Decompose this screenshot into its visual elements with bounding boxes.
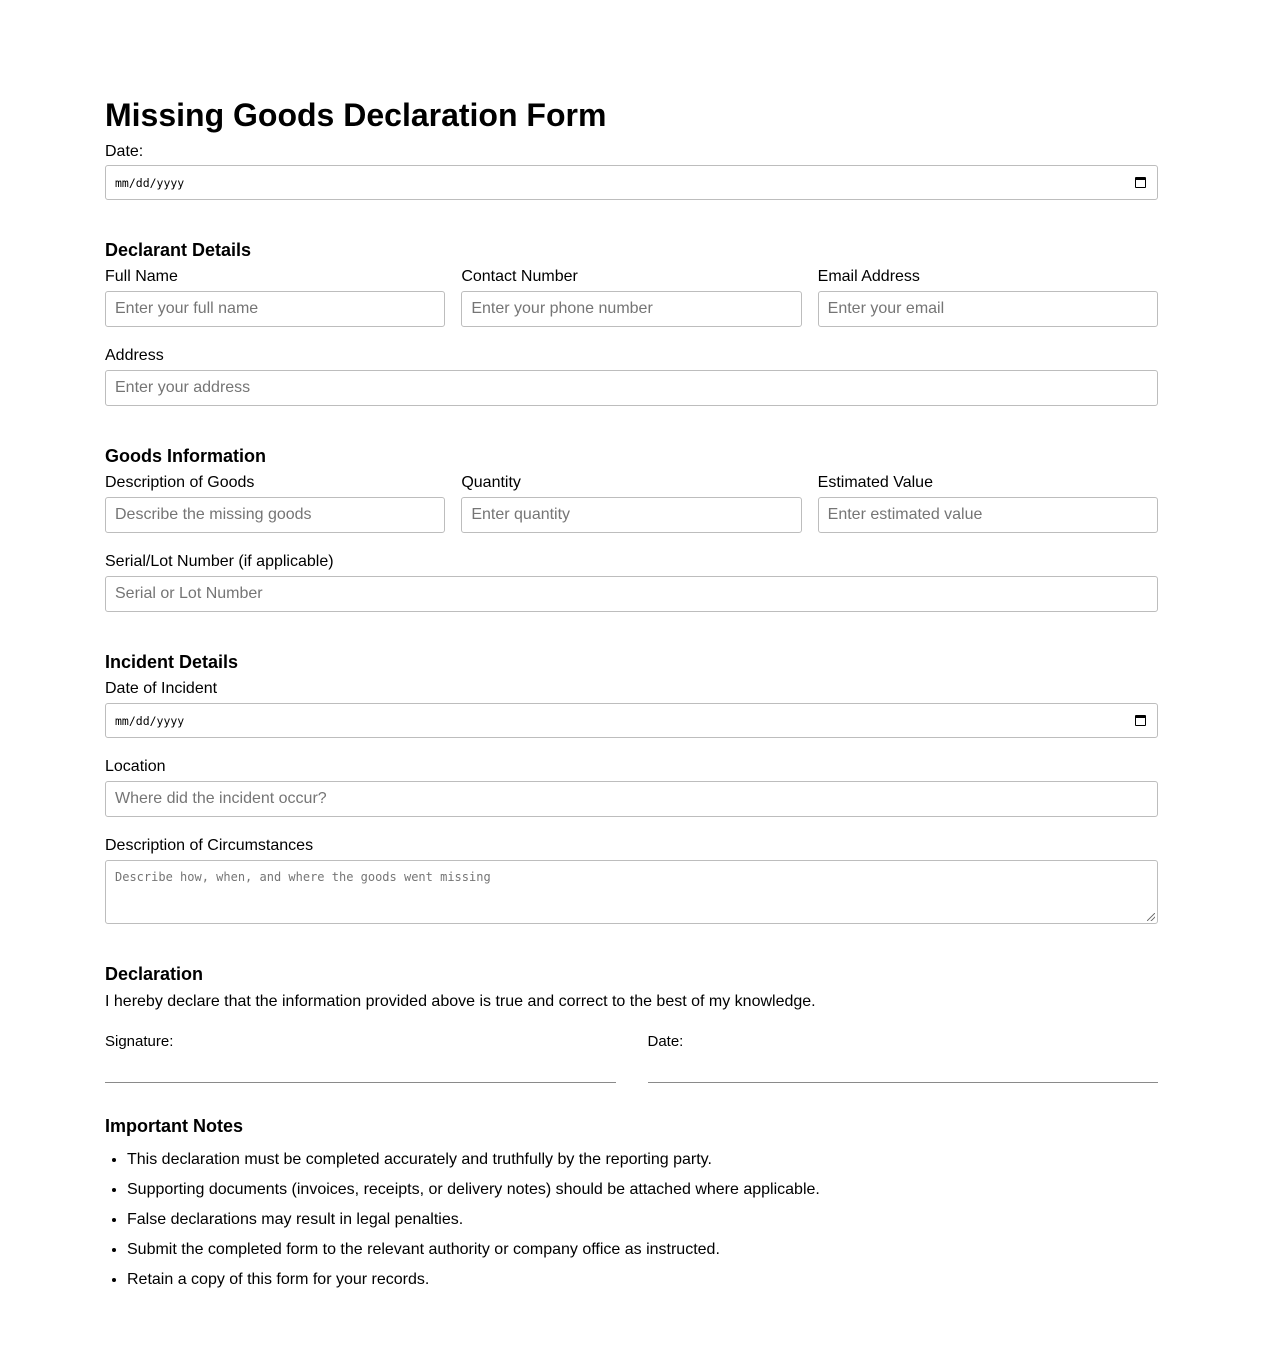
form-date-group <box>105 143 1158 200</box>
address-placeholder: Enter your address <box>115 379 251 396</box>
note-item: • False declarations may result in legal penalties. <box>127 1210 1158 1230</box>
signature-line <box>105 1082 616 1083</box>
goods-section-title: Goods Information <box>105 446 266 466</box>
goods-description-placeholder: Describe the missing goods <box>115 506 312 523</box>
email-group <box>818 268 1158 327</box>
email-placeholder: Enter your email <box>827 300 945 317</box>
circumstances-placeholder: Describe how, when, and where the goods went missing <box>115 870 491 884</box>
serial-placeholder: Serial or Lot Number <box>115 585 263 602</box>
incident-date-input[interactable] <box>105 703 1158 738</box>
note-item: • Retain a copy of this form for your records. <box>127 1270 1158 1290</box>
signature-date-group <box>648 1033 1159 1083</box>
signature-date-label: Date: <box>647 1033 684 1050</box>
note-item: • This declaration must be completed accurately and truthfully by the reporting party. <box>127 1150 1158 1170</box>
goods-row <box>105 474 1158 533</box>
signature-group <box>105 1033 616 1083</box>
location-input[interactable] <box>105 781 1158 817</box>
contact-number-label: Contact Number <box>461 268 578 285</box>
page-title: Missing Goods Declaration Form <box>105 97 607 133</box>
form-date-placeholder: mm/dd/yyyy <box>115 175 185 190</box>
note-item: • Submit the completed form to the relevant authority or company office as instructed. <box>127 1240 1158 1260</box>
signature-row <box>105 1033 1158 1083</box>
address-group <box>105 347 1158 406</box>
signature-date-line <box>648 1082 1159 1083</box>
declaration-form <box>105 95 1158 1300</box>
resize-handle-icon[interactable] <box>1147 913 1155 921</box>
calendar-icon[interactable] <box>1135 177 1146 188</box>
quantity-input[interactable] <box>461 497 801 533</box>
circumstances-label: Description of Circumstances <box>105 837 314 854</box>
estimated-value-input[interactable] <box>818 497 1158 533</box>
quantity-group <box>461 474 801 533</box>
address-label: Address <box>105 347 164 364</box>
full-name-group <box>105 268 445 327</box>
serial-group <box>105 553 1158 612</box>
incident-section-title: Incident Details <box>105 652 239 672</box>
declarant-row <box>105 268 1158 327</box>
serial-label: Serial/Lot Number (if applicable) <box>105 553 334 570</box>
form-date-label: Date: <box>105 143 144 160</box>
note-item: • Supporting documents (invoices, receipts, or delivery notes) should be attached where applicable. <box>127 1180 1158 1200</box>
email-label: Email Address <box>817 268 920 285</box>
full-name-placeholder: Enter your full name <box>115 300 259 317</box>
incident-date-group <box>105 680 1158 738</box>
location-label: Location <box>105 758 166 775</box>
calendar-icon[interactable] <box>1135 715 1146 726</box>
goods-description-group <box>105 474 445 533</box>
goods-description-input[interactable] <box>105 497 445 533</box>
signature-label: Signature: <box>105 1033 174 1050</box>
serial-input[interactable] <box>105 576 1158 612</box>
form-date-input[interactable] <box>105 165 1158 200</box>
full-name-label: Full Name <box>105 268 178 285</box>
address-input[interactable] <box>105 370 1158 406</box>
declaration-text: I hereby declare that the information provided above is true and correct to the best of my knowledge. <box>105 993 816 1010</box>
contact-number-input[interactable] <box>461 291 801 327</box>
quantity-label: Quantity <box>461 474 521 491</box>
contact-number-placeholder: Enter your phone number <box>471 300 653 317</box>
circumstances-textarea[interactable] <box>105 860 1158 924</box>
estimated-value-group <box>818 474 1158 533</box>
location-placeholder: Where did the incident occur? <box>115 790 327 807</box>
incident-date-placeholder: mm/dd/yyyy <box>115 713 185 728</box>
location-group <box>105 758 1158 817</box>
incident-date-label: Date of Incident <box>105 680 218 697</box>
full-name-input[interactable] <box>105 291 445 327</box>
declarant-section-title: Declarant Details <box>105 240 252 260</box>
notes-section-title: Important Notes <box>105 1116 244 1136</box>
email-input[interactable] <box>818 291 1158 327</box>
circumstances-group <box>105 837 1158 924</box>
estimated-value-placeholder: Enter estimated value <box>827 506 983 523</box>
goods-description-label: Description of Goods <box>105 474 255 491</box>
estimated-value-label: Estimated Value <box>817 474 933 491</box>
quantity-placeholder: Enter quantity <box>471 506 571 523</box>
declaration-section-title: Declaration <box>105 964 204 984</box>
contact-number-group <box>461 268 801 327</box>
notes-list <box>105 1150 1158 1290</box>
